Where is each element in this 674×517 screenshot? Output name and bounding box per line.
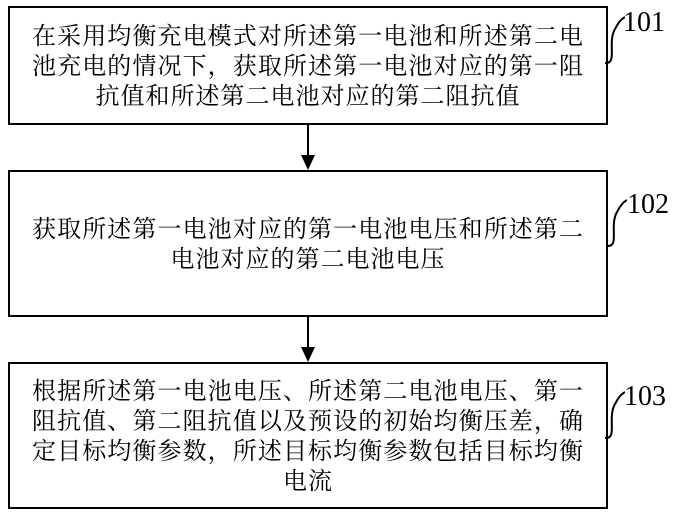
reference-leader-curve-103 bbox=[605, 391, 625, 439]
arrowhead-down-icon bbox=[301, 155, 315, 170]
step-text-line: 抗值和所述第二电池对应的第二阻抗值 bbox=[95, 81, 521, 110]
step-text-line: 根据所述第一电池电压、所述第二电池电压、第一 bbox=[32, 376, 584, 405]
reference-label-103: 103 bbox=[624, 381, 666, 412]
step-text-line: 阻抗值、第二阻抗值以及预设的初始均衡压差，确 bbox=[32, 406, 584, 435]
flow-arrow-102-to-103 bbox=[300, 317, 316, 362]
reference-label-101: 101 bbox=[623, 7, 665, 38]
step-text-line: 电流 bbox=[283, 466, 333, 495]
flow-step-box-102 bbox=[8, 170, 608, 317]
reference-leader-curve-101 bbox=[605, 16, 625, 64]
step-text-line: 获取所述第一电池对应的第一电池电压和所述第二 bbox=[32, 214, 584, 243]
reference-label-102: 102 bbox=[627, 189, 669, 220]
arrowhead-down-icon bbox=[301, 347, 315, 362]
flow-step-box-103 bbox=[8, 362, 608, 509]
step-text-line: 池充电的情况下，获取所述第一电池对应的第一阻 bbox=[32, 51, 584, 80]
step-text-line: 定目标均衡参数，所述目标均衡参数包括目标均衡 bbox=[32, 436, 584, 465]
arrow-shaft bbox=[307, 125, 309, 155]
step-text-line: 在采用均衡充电模式对所述第一电池和所述第二电 bbox=[32, 21, 584, 50]
flow-arrow-101-to-102 bbox=[300, 125, 316, 170]
arrow-shaft bbox=[307, 317, 309, 347]
flow-step-box-101 bbox=[8, 6, 608, 125]
step-text-line: 电池对应的第二电池电压 bbox=[170, 244, 446, 273]
reference-leader-curve-102 bbox=[607, 199, 627, 247]
